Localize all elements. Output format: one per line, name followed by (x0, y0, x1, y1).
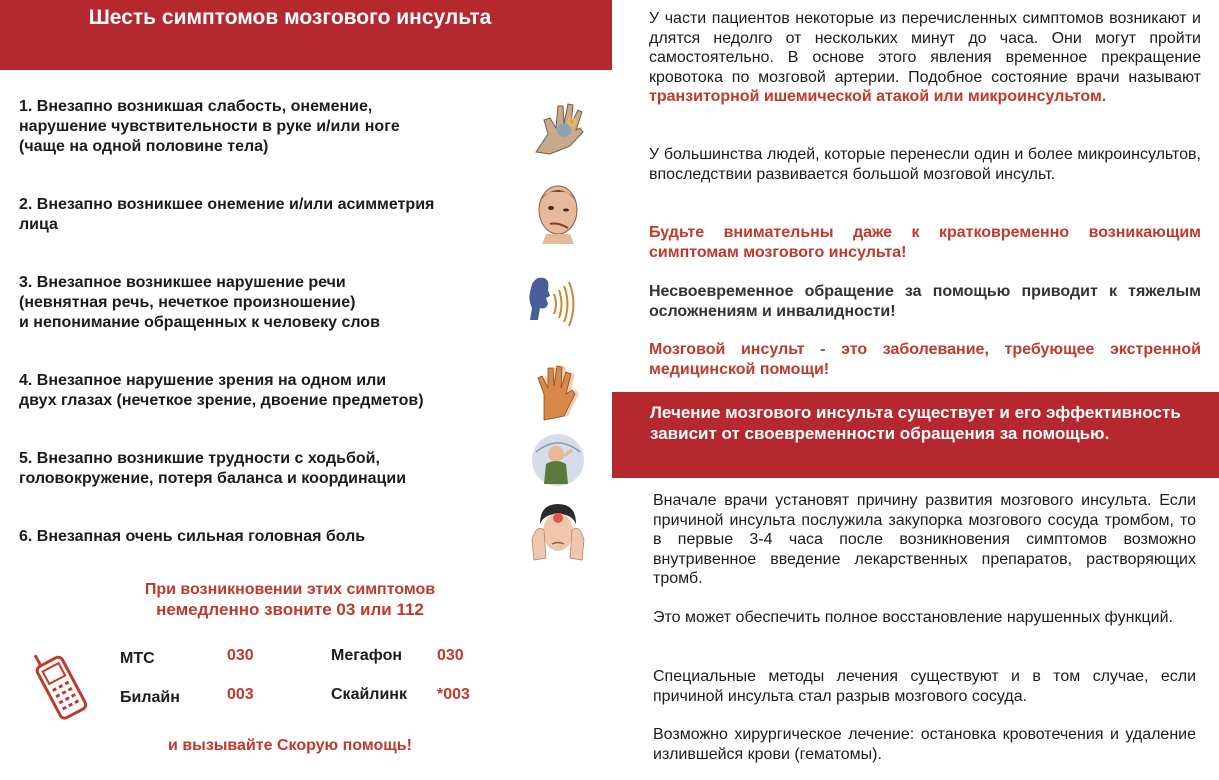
operator-name-mts: МТС (120, 650, 155, 667)
operator-number-skylink: *003 (437, 686, 470, 703)
treatment-banner (612, 392, 1219, 478)
symptom-2: 2. Внезапно возникшее онемение и/или асимметрия лица (19, 196, 435, 233)
paragraph-complications: Несвоевременное обращение за помощью приводит к тяжелым осложнениям и инвалидности! (649, 283, 1201, 320)
paragraph-warning: Будьте внимательны даже к кратковременно возникающим симптомам мозгового инсульта! (649, 224, 1201, 261)
paragraph-microstroke: У большинства людей, которые перенесли один и более микроинсультов, впоследствии развивается большой мозговой инсульт. (649, 146, 1201, 183)
operator-name-skylink: Скайлинк (331, 686, 407, 703)
operator-number-mts: 030 (227, 647, 254, 664)
treatment-banner-text: Лечение мозгового инсульта существует и его эффективность зависит от своевременности обращения за помощью. (650, 403, 1181, 443)
dizziness-icon (526, 428, 590, 492)
face-asymmetry-icon (526, 180, 590, 244)
call-line-1: При возникновении этих симптомов (144, 581, 436, 598)
call-final: и вызывайте Скорую помощь! (168, 737, 412, 754)
paragraph-surgery: Возможно хирургическое лечение: остановка кровотечения и удаление излившейся крови (гематомы). (653, 726, 1196, 763)
hand-numbness-icon (526, 94, 590, 158)
mobile-phone-icon (30, 645, 90, 725)
paragraph-tia-text: У части пациентов некоторые из перечисленных симптомов возникают и длятся недолго от нескольких минут до часа. Они могут пройти самостоятельно. В основе этого явления временное прекращение кровотока по мозговой артерии. Подобное состояние врачи называют (649, 10, 1201, 86)
paragraph-emergency: Мозговой инсульт - это заболевание, требующее экстренной медицинской помощи! (649, 341, 1201, 378)
paragraph-thrombolysis: Вначале врачи установят причину развития мозгового инсульта. Если причиной инсульта послужила закупорка мозгового сосуда тромбом, то в первые 3-4 часа после возникновения симптомов возможно внутривенное введение лекарственных препаратов, растворяющих тромб. (653, 492, 1196, 587)
symptom-1: 1. Внезапно возникшая слабость, онемение, нарушение чувствительности в руке и/или ноге (чаще на одной половине тела) (19, 98, 400, 155)
operator-name-megafon: Мегафон (331, 647, 403, 664)
title-bar (0, 0, 612, 70)
speech-icon (526, 272, 590, 336)
symptom-6: 6. Внезапная очень сильная головная боль (19, 528, 366, 545)
paragraph-hemorrhage: Специальные методы лечения существуют и в том случае, если причиной инсульта стал разрыв мозгового сосуда. (653, 668, 1196, 705)
symptom-4: 4. Внезапное нарушение зрения на одном или двух глазах (нечеткое зрение, двоение предметов) (19, 372, 424, 409)
double-vision-hand-icon (526, 360, 590, 424)
paragraph-tia-highlight: транзиторной ишемической атакой или микроинсультом. (649, 88, 1107, 105)
headache-icon (526, 500, 590, 564)
call-line-2: немедленно звоните 03 или 112 (156, 600, 424, 619)
operator-name-beeline: Билайн (120, 689, 180, 706)
symptom-5: 5. Внезапно возникшие трудности с ходьбой, головокружение, потеря баланса и координации (19, 450, 407, 487)
page-title: Шесть симптомов мозгового инсульта (88, 6, 492, 29)
paragraph-recovery: Это может обеспечить полное восстановление нарушенных функций. (653, 609, 1173, 626)
operator-number-beeline: 003 (227, 686, 254, 703)
operator-number-megafon: 030 (437, 647, 464, 664)
symptom-3: 3. Внезапное возникшее нарушение речи (невнятная речь, нечеткое произношение) и непонимание обращенных к человеку слов (19, 274, 380, 331)
paragraph-tia (649, 9, 1201, 107)
